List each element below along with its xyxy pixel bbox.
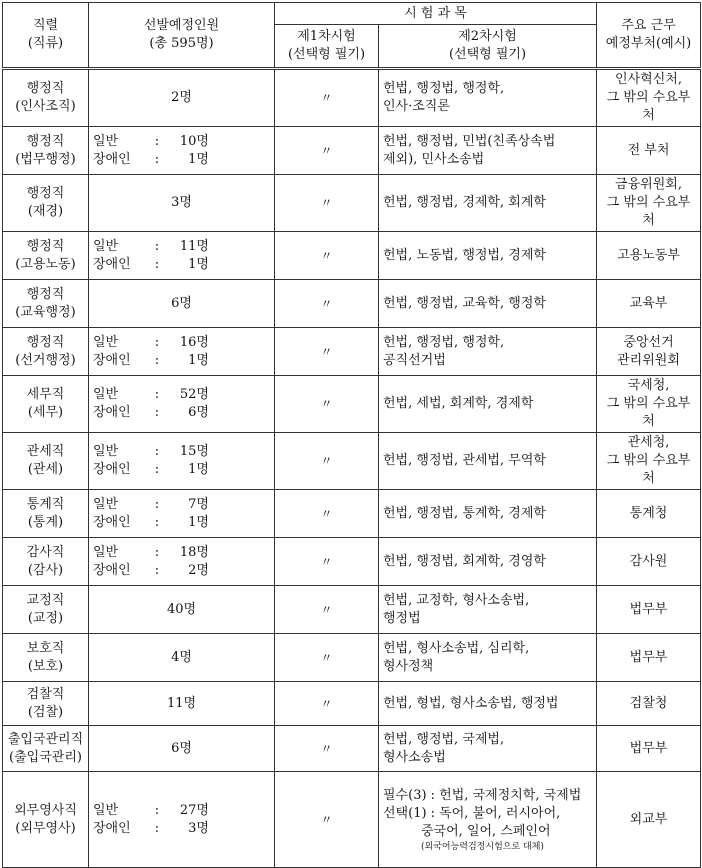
table-row [3,232,701,280]
series-cell [3,586,89,634]
series-sub: (세무) [27,405,64,420]
colon: : [154,334,160,350]
ditto-mark: 〃 [320,91,333,105]
general-label: 일반 [93,802,119,818]
subject-line: 헌법, 행정법, 통계학, 경제학 [383,505,546,521]
table-row [3,433,701,490]
series-name: 관세직 [26,444,65,459]
dept-cell [597,127,701,175]
dept-cell [597,634,701,682]
exam2-subjects-cell [379,433,597,490]
headcount-cell [89,280,275,328]
series-name: 행정직 [26,334,65,350]
colon: : [154,496,160,512]
disabled-label: 장애인 [93,462,131,477]
dept-cell [597,433,701,490]
table-row [3,634,701,682]
subject-elective-2: 중국어, 일어, 스페인어 [421,823,551,839]
table-row [3,127,701,175]
dept-line: 관세청, [627,435,670,450]
dept-line: 검찰청 [629,695,668,711]
subject-line: 형사정책 [383,658,434,674]
subject-line: 제외), 민사소송법 [383,151,485,167]
series-name: 교정직 [26,592,65,608]
exam1-cell [275,280,379,328]
series-cell [3,127,89,175]
exam2-subjects-cell [379,328,597,376]
series-name: 세무직 [26,387,65,402]
disabled-count: 1명 [188,151,209,167]
exam1-cell [275,634,379,682]
table-row [3,726,701,772]
exam1-cell [275,586,379,634]
general-label: 일반 [93,334,119,350]
series-cell [3,328,89,376]
subject-line: 헌법, 행정법, 관세법, 무역학 [383,453,546,468]
headcount-cell [89,127,275,175]
exam1-cell [275,328,379,376]
disabled-label: 장애인 [93,352,131,368]
exam1-cell [275,127,379,175]
colon: : [154,352,160,368]
series-name: 행정직 [26,81,65,96]
exam1-cell [275,490,379,538]
headcount-cell [89,726,275,772]
series-sub: (출입국관리) [9,749,82,765]
table-row [3,538,701,586]
series-sub: (교육행정) [15,304,76,320]
headcount-cell [89,232,275,280]
header-headcount-label: 선발예정인원 [143,18,220,33]
dept-line: 고용노동부 [617,247,680,263]
general-count: 16명 [179,334,209,350]
general-label: 일반 [93,133,119,149]
exam2-subjects-cell [379,232,597,280]
general-count: 7명 [188,496,209,512]
headcount-cell [89,586,275,634]
header-exam2-sub: (선택형 필기) [448,47,527,62]
dept-line: 법무부 [629,601,668,617]
exam1-cell [275,232,379,280]
header-series-label: 직렬 [32,18,59,33]
table-row [3,376,701,433]
disabled-count: 6명 [188,405,209,420]
exam1-cell [275,69,379,127]
series-cell [3,490,89,538]
series-name: 행정직 [26,238,65,254]
exam1-cell [275,726,379,772]
colon: : [154,238,160,254]
series-cell [3,433,89,490]
exam2-subjects-cell [379,69,597,127]
subject-line: 헌법, 행정법, 국제법, [383,731,505,747]
series-name: 감사직 [26,544,65,560]
headcount-total: 6명 [171,295,192,311]
header-series-sub: (직류) [27,36,64,51]
subject-line: 헌법, 형법, 형사소송법, 행정법 [383,695,559,711]
subject-note: (외국어능력검정시험으로 대체) [421,841,544,852]
table-row [3,280,701,328]
ditto-mark: 〃 [320,143,333,158]
header-exam2 [379,25,597,69]
dept-cell [597,682,701,726]
subject-elective: 선택(1) : 독어, 불어, 러시아어, [383,805,561,821]
table-row [3,69,701,127]
colon: : [154,462,160,477]
ditto-mark: 〃 [320,397,333,411]
colon: : [154,256,160,272]
dept-cell [597,490,701,538]
subject-line: 형사소송법 [383,749,446,765]
dept-line: 전 부처 [627,142,670,158]
disabled-label: 장애인 [93,405,131,420]
headcount-cell [89,175,275,232]
dept-cell [597,538,701,586]
headcount-total: 11명 [166,695,197,711]
headcount-cell [89,328,275,376]
dept-line: 외교부 [629,811,668,827]
series-name: 통계직 [26,496,65,512]
dept-line: 인사혁신처, [615,72,682,87]
series-sub: (감사) [27,562,64,578]
ditto-mark: 〃 [320,650,333,665]
ditto-mark: 〃 [320,602,333,617]
exam2-subjects-cell [379,772,597,868]
subject-required: 필수(3) : 헌법, 국제정치학, 국제법 [383,787,582,803]
general-label: 일반 [93,544,119,560]
headcount-total: 2명 [171,90,192,105]
disabled-label: 장애인 [93,820,131,836]
series-sub: (외무영사) [15,820,76,836]
series-sub: (검찰) [27,704,64,720]
general-count: 11명 [179,238,209,254]
header-exam1 [275,25,379,69]
ditto-mark: 〃 [320,296,333,311]
headcount-cell [89,376,275,433]
subject-line: 헌법, 형사소송법, 심리학, [383,640,530,656]
general-count: 15명 [179,444,209,459]
general-label: 일반 [93,496,119,512]
ditto-mark: 〃 [320,741,333,756]
subject-line: 인사·조직론 [383,99,450,114]
series-name: 행정직 [26,133,65,149]
ditto-mark: 〃 [320,812,333,827]
colon: : [154,802,160,818]
header-headcount-total: (총 595명) [149,36,214,51]
subject-line: 공직선거법 [383,352,446,368]
series-sub: (관세) [27,462,64,477]
disabled-label: 장애인 [93,256,131,272]
exam2-subjects-cell [379,586,597,634]
headcount-cell [89,69,275,127]
subject-line: 헌법, 세법, 회계학, 경제학 [383,396,534,411]
dept-line: 교육부 [629,295,668,311]
colon: : [154,133,160,149]
exam2-subjects-cell [379,127,597,175]
table-row [3,772,701,868]
series-name: 보호직 [26,640,65,656]
dept-line: 관리위원회 [617,352,680,368]
exam2-subjects-cell [379,376,597,433]
disabled-count: 1명 [188,462,209,477]
general-label: 일반 [93,387,119,402]
series-cell [3,376,89,433]
disabled-count: 2명 [188,562,209,578]
exam2-subjects-cell [379,490,597,538]
dept-cell [597,328,701,376]
dept-line: 법무부 [629,649,668,665]
dept-cell [597,772,701,868]
ditto-mark: 〃 [320,344,333,359]
series-name: 출입국관리직 [7,731,84,747]
ditto-mark: 〃 [320,696,333,711]
series-name: 행정직 [26,286,65,302]
exam1-cell [275,772,379,868]
colon: : [154,405,160,420]
table-row [3,175,701,232]
dept-line: 법무부 [629,740,668,756]
general-count: 27명 [179,802,209,818]
series-sub: (통계) [27,514,64,530]
ditto-mark: 〃 [320,196,333,210]
exam1-cell [275,376,379,433]
disabled-count: 3명 [188,820,209,836]
series-cell [3,538,89,586]
header-dept-label: 주요 근무 [621,18,676,33]
general-label: 일반 [93,238,119,254]
exam2-subjects-cell [379,682,597,726]
general-count: 10명 [179,133,209,149]
dept-line: 그 밖의 수요부처 [606,195,691,228]
series-cell [3,175,89,232]
series-sub: (보호) [27,658,64,674]
disabled-label: 장애인 [93,514,131,530]
subject-line: 헌법, 행정법, 행정학, [383,334,505,350]
headcount-cell [89,433,275,490]
subject-line: 헌법, 노동법, 행정법, 경제학 [383,247,546,263]
colon: : [154,514,160,530]
headcount-cell [89,634,275,682]
exam1-cell [275,538,379,586]
general-count: 18명 [179,544,209,560]
header-series [3,3,89,69]
headcount-total: 4명 [171,649,192,665]
colon: : [154,387,160,402]
disabled-count: 1명 [188,352,209,368]
series-cell [3,682,89,726]
header-exam2-label: 제2차시험 [458,29,517,44]
ditto-mark: 〃 [320,554,333,569]
header-dept [597,3,701,69]
series-sub: (교정) [27,610,64,626]
dept-cell [597,69,701,127]
exam2-subjects-cell [379,538,597,586]
series-sub: (인사조직) [15,99,76,114]
subject-line: 헌법, 행정법, 경제학, 회계학 [383,195,546,210]
general-count: 52명 [179,387,209,402]
headcount-cell [89,538,275,586]
dept-line: 그 밖의 수요부처 [606,90,691,123]
subject-line: 헌법, 행정법, 민법(친족상속법 [383,133,556,149]
dept-line: 금융위원회, [615,177,682,192]
subject-line: 헌법, 교정학, 형사소송법, [383,592,530,608]
series-name: 검찰직 [26,686,65,702]
headcount-total: 3명 [171,195,192,210]
dept-line: 국세청, [627,378,670,393]
ditto-mark: 〃 [320,248,333,263]
series-cell [3,280,89,328]
exam1-cell [275,682,379,726]
series-cell [3,634,89,682]
series-sub: (재경) [27,204,64,219]
headcount-cell [89,772,275,868]
table-row [3,682,701,726]
dept-line: 통계청 [629,505,668,521]
colon: : [154,151,160,167]
colon: : [154,820,160,836]
disabled-count: 1명 [188,514,209,530]
table-row [3,586,701,634]
subject-line: 헌법, 행정법, 교육학, 행정학 [383,295,546,311]
header-exam1-sub: (선택형 필기) [287,47,366,62]
dept-cell [597,726,701,772]
header-exam: 시 험 과 목 [275,3,597,25]
series-cell [3,726,89,772]
dept-line: 중앙선거 [623,334,674,350]
series-cell [3,772,89,868]
colon: : [154,544,160,560]
series-cell [3,69,89,127]
exam1-cell [275,433,379,490]
colon: : [154,562,160,578]
exam2-subjects-cell [379,634,597,682]
exam2-subjects-cell [379,175,597,232]
exam2-subjects-cell [379,726,597,772]
header-exam1-label: 제1차시험 [297,29,356,44]
general-label: 일반 [93,444,119,459]
dept-line: 그 밖의 수요부처 [606,453,691,486]
disabled-count: 1명 [188,256,209,272]
ditto-mark: 〃 [320,506,333,521]
dept-cell [597,232,701,280]
series-name: 외무영사직 [14,802,77,818]
dept-line: 감사원 [629,553,668,569]
exam-table [2,2,701,868]
table-row [3,490,701,538]
series-sub: (고용노동) [15,256,76,272]
header-headcount [89,3,275,69]
series-sub: (선거행정) [15,352,76,368]
headcount-total: 40명 [166,601,197,617]
colon: : [154,444,160,459]
dept-cell [597,175,701,232]
dept-cell [597,280,701,328]
table-row [3,328,701,376]
headcount-cell [89,490,275,538]
series-cell [3,232,89,280]
exam2-subjects-cell [379,280,597,328]
headcount-total: 6명 [171,740,192,756]
disabled-label: 장애인 [93,151,131,167]
disabled-label: 장애인 [93,562,131,578]
headcount-cell [89,682,275,726]
subject-line: 헌법, 행정법, 회계학, 경영학 [383,553,546,569]
series-name: 행정직 [26,186,65,201]
dept-line: 그 밖의 수요부처 [606,396,691,429]
series-sub: (법무행정) [15,151,76,167]
subject-line: 행정법 [383,610,421,626]
subject-line: 헌법, 행정법, 행정학, [383,81,505,96]
ditto-mark: 〃 [320,454,333,468]
exam1-cell [275,175,379,232]
dept-cell [597,376,701,433]
header-dept-sub: 예정부처(예시) [605,36,692,51]
dept-cell [597,586,701,634]
